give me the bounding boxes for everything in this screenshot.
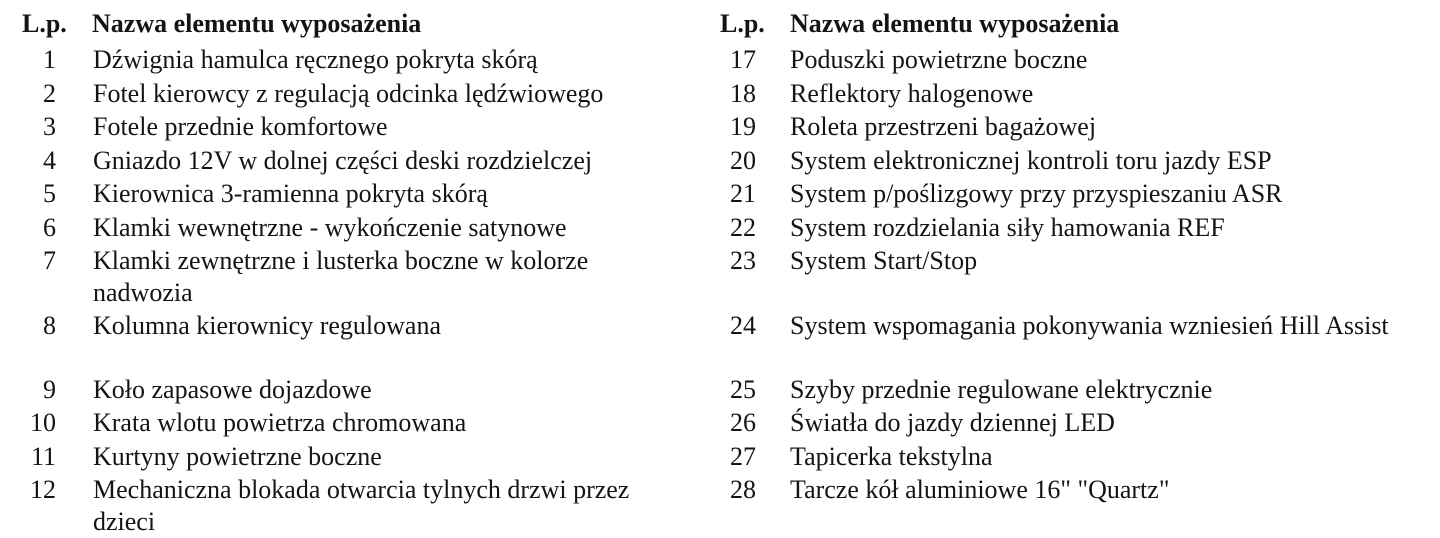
row-name: Kolumna kierownicy regulowana — [93, 311, 442, 340]
row-number: 20 — [730, 146, 756, 175]
row-number: 22 — [730, 213, 756, 242]
row-name: System rozdzielania siły hamowania REF — [790, 213, 1225, 242]
lp-header: L.p. — [720, 9, 765, 38]
row-number: 3 — [43, 112, 56, 141]
row-name: System p/poślizgowy przy przyspieszaniu ASR — [790, 179, 1283, 208]
row-number: 9 — [43, 375, 56, 404]
row-number: 6 — [43, 213, 56, 242]
row-name: Roleta przestrzeni bagażowej — [790, 112, 1097, 141]
row-name: Szyby przednie regulowane elektrycznie — [790, 375, 1213, 404]
row-number: 25 — [730, 375, 756, 404]
row-number: 24 — [730, 311, 756, 340]
row-name: Dźwignia hamulca ręcznego pokryta skórą — [93, 45, 538, 74]
row-name: Kierownica 3-ramienna pokryta skórą — [93, 179, 488, 208]
row-number: 21 — [730, 179, 756, 208]
row-name: Fotele przednie komfortowe — [93, 112, 388, 141]
row-number: 28 — [730, 475, 756, 504]
row-name: Światła do jazdy dziennej LED — [790, 408, 1115, 437]
row-name: Kurtyny powietrzne boczne — [93, 442, 382, 471]
row-name: System Start/Stop — [790, 246, 978, 275]
name-header: Nazwa elementu wyposażenia — [790, 9, 1120, 38]
row-number: 8 — [43, 311, 56, 340]
row-name: Reflektory halogenowe — [790, 79, 1034, 108]
row-number: 26 — [730, 408, 756, 437]
row-name: Gniazdo 12V w dolnej części deski rozdzielczej — [93, 146, 593, 175]
row-number: 12 — [30, 475, 56, 504]
row-number: 2 — [43, 79, 56, 108]
row-name: Klamki zewnętrzne i lusterka boczne w kolorze nadwozia — [93, 246, 589, 307]
row-number: 4 — [43, 146, 56, 175]
row-number: 5 — [43, 179, 56, 208]
row-number: 17 — [730, 45, 756, 74]
row-name: System elektronicznej kontroli toru jazdy ESP — [790, 146, 1272, 175]
row-name: Mechaniczna blokada otwarcia tylnych drzwi przez dzieci — [93, 475, 630, 536]
row-number: 10 — [30, 408, 56, 437]
name-header: Nazwa elementu wyposażenia — [92, 9, 422, 38]
row-number: 23 — [730, 246, 756, 275]
lp-header: L.p. — [22, 9, 67, 38]
row-number: 11 — [30, 442, 56, 471]
row-name: Krata wlotu powietrza chromowana — [93, 408, 467, 437]
row-name: System wspomagania pokonywania wzniesień Hill Assist — [790, 311, 1389, 340]
row-name: Fotel kierowcy z regulacją odcinka lędźwiowego — [93, 79, 604, 108]
row-number: 1 — [43, 45, 56, 74]
row-name: Poduszki powietrzne boczne — [790, 45, 1088, 74]
row-name: Tarcze kół aluminiowe 16" "Quartz" — [790, 475, 1170, 504]
row-number: 19 — [730, 112, 756, 141]
row-number: 18 — [730, 79, 756, 108]
row-name: Koło zapasowe dojazdowe — [93, 375, 372, 404]
row-number: 7 — [43, 246, 56, 275]
row-number: 27 — [730, 442, 756, 471]
row-name: Klamki wewnętrzne - wykończenie satynowe — [93, 213, 567, 242]
row-name: Tapicerka tekstylna — [790, 442, 993, 471]
